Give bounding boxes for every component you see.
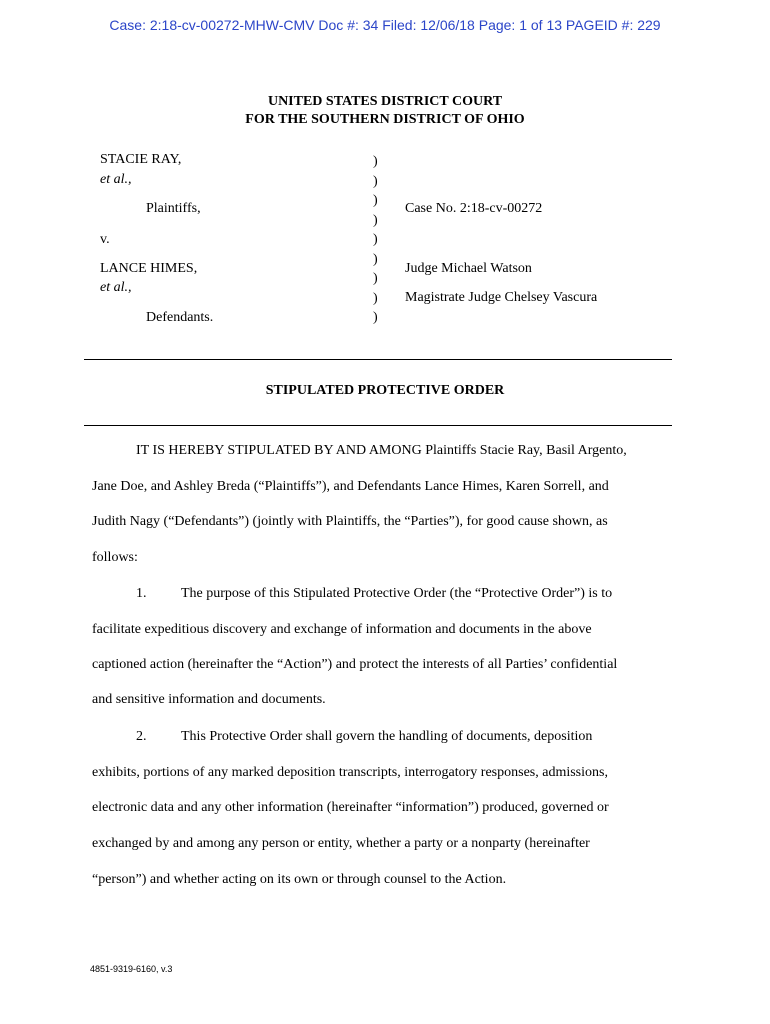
body-line: electronic data and any other information (hereinafter “information”) produced, governed or bbox=[92, 800, 609, 815]
body-line: facilitate expeditious discovery and exchange of information and documents in the above bbox=[92, 622, 592, 637]
defendant-role: Defendants. bbox=[146, 310, 214, 325]
document-id-footer: 4851-9319-6160, v.3 bbox=[90, 964, 173, 974]
body-line: exhibits, portions of any marked deposition transcripts, interrogatory responses, admissions, bbox=[92, 765, 608, 780]
court-name-line1: UNITED STATES DISTRICT COURT bbox=[267, 94, 503, 109]
filing-header-stamp: Case: 2:18-cv-00272-MHW-CMV Doc #: 34 Filed: 12/06/18 Page: 1 of 13 PAGEID #: 229 bbox=[109, 17, 661, 33]
paren: ) bbox=[373, 212, 378, 228]
defendant-et-al: et al., bbox=[100, 280, 132, 295]
paren: ) bbox=[373, 154, 378, 169]
magistrate-judge-name: Magistrate Judge Chelsey Vascura bbox=[405, 290, 598, 305]
body-line: exchanged by and among any person or entity, whether a party or a nonparty (hereinafter bbox=[92, 836, 590, 851]
paragraph-number: 1. bbox=[136, 586, 147, 601]
paren: ) bbox=[373, 173, 378, 189]
top-rule bbox=[84, 359, 672, 360]
judge-name: Judge Michael Watson bbox=[405, 261, 532, 276]
body-line: IT IS HEREBY STIPULATED BY AND AMONG Plaintiffs Stacie Ray, Basil Argento, bbox=[136, 443, 627, 458]
paren: ) bbox=[373, 290, 378, 306]
plaintiff-et-al: et al., bbox=[100, 172, 132, 187]
paren: ) bbox=[373, 310, 378, 325]
body-line: captioned action (hereinafter the “Action”) and protect the interests of all Parties’ confidential bbox=[92, 657, 618, 672]
caption-divider bbox=[373, 152, 385, 328]
paragraph-number: 2. bbox=[136, 729, 147, 744]
defendant-name: LANCE HIMES, bbox=[100, 261, 198, 276]
plaintiff-role: Plaintiffs, bbox=[146, 201, 201, 216]
body-line: and sensitive information and documents. bbox=[92, 692, 326, 707]
versus-label: v. bbox=[100, 232, 110, 247]
body-line: Jane Doe, and Ashley Breda (“Plaintiffs”), and Defendants Lance Himes, Karen Sorrell, and bbox=[92, 479, 609, 494]
court-name-line2: FOR THE SOUTHERN DISTRICT OF OHIO bbox=[245, 112, 525, 127]
body-line: follows: bbox=[92, 550, 138, 565]
body-line: The purpose of this Stipulated Protective Order (the “Protective Order”) is to bbox=[181, 586, 613, 601]
paren: ) bbox=[373, 232, 378, 247]
paren: ) bbox=[373, 193, 378, 208]
body-line: Judith Nagy (“Defendants”) (jointly with Plaintiffs, the “Parties”), for good cause shown, as bbox=[92, 514, 608, 529]
case-number: Case No. 2:18-cv-00272 bbox=[405, 201, 543, 216]
paren: ) bbox=[373, 251, 378, 267]
paren: ) bbox=[373, 271, 378, 286]
body-line: “person”) and whether acting on its own or through counsel to the Action. bbox=[92, 872, 507, 887]
bottom-rule bbox=[84, 425, 672, 426]
body-line: This Protective Order shall govern the handling of documents, deposition bbox=[181, 729, 593, 744]
plaintiff-name: STACIE RAY, bbox=[100, 152, 182, 167]
document-title: STIPULATED PROTECTIVE ORDER bbox=[265, 383, 505, 398]
